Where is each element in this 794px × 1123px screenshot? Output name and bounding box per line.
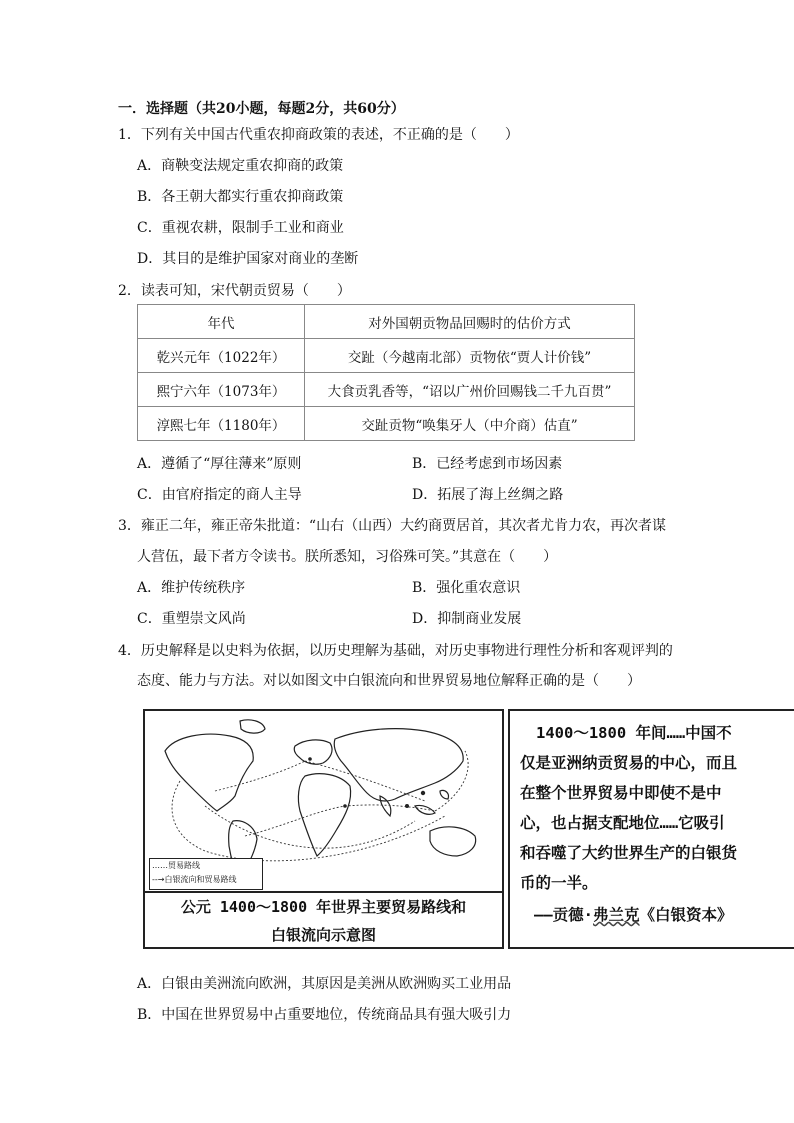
question-4-stem-line2: 态度、能力与方法。对以如图文中白银流向和世界贸易地位解释正确的是（ ） [137,673,641,689]
q2-option-d: D．拓展了海上丝绸之路 [412,487,564,503]
table-row [138,339,635,373]
table-cell: 淳熙七年（1180年） [138,407,305,441]
question-2-stem: 2．读表可知，宋代朝贡贸易（ ） [118,283,351,299]
table-cell: 熙宁六年（1073年） [138,373,305,407]
q4-option-b: B．中国在世界贸易中占重要地位，传统商品具有强大吸引力 [137,1007,512,1023]
quote-source-prefix: ——贡德· [534,906,593,924]
quote-line: 和吞噬了大约世界生产的白银货 [520,844,738,862]
table-cell: 交趾（今越南北部）贡物依“贾人计价钱” [305,339,635,373]
q2-table [137,304,635,441]
question-4-stem-line1: 4．历史解释是以史料为依据，以历史理解为基础，对历史事物进行理性分析和客观评判的 [118,643,673,659]
table-cell: 交趾贡物“唤集牙人（中介商）估直” [305,407,635,441]
q1-option-a: A．商鞅变法规定重农抑商的政策 [137,158,344,174]
legend-item-silver-flow: --→白银流向和贸易路线 [152,875,237,884]
quote-box [508,709,794,949]
q4-option-a: A．白银由美洲流向欧洲，其原因是美洲从欧洲购买工业用品 [137,976,512,992]
q1-option-b: B．各王朝大都实行重农抑商政策 [137,189,344,205]
quote-line: 心，也占据支配地位……它吸引 [520,814,725,832]
quote-line: 1400～1800 年间……中国不 [536,724,732,742]
map-caption [145,891,502,951]
quote-source-name: 弗兰克 [593,906,640,924]
table-header-cell: 年代 [138,305,305,339]
question-1-stem: 1．下列有关中国古代重农抑商政策的表述，不正确的是（ ） [118,127,519,143]
quote-source [534,903,733,925]
section-title: 一．选择题（共20小题，每题2分，共60分） [118,101,405,117]
question-3-stem-line2: 人营伍，最下者方令读书。朕所悉知，习俗殊可笑。”其意在（ ） [137,549,558,565]
table-header-row [138,305,635,339]
legend-item-trade-route: ……贸易路线 [152,861,200,870]
table-row [138,373,635,407]
quote-source-book: 《白银资本》 [639,906,733,924]
map-caption-line2: 白银流向示意图 [270,926,376,944]
world-map-box [143,709,504,949]
table-cell: 大食贡乳香等，“诏以广州价回赐钱二千九百贯” [305,373,635,407]
quote-line: 仅是亚洲纳贡贸易的中心，而且 [520,754,738,772]
q3-option-c: C．重塑崇文风尚 [137,611,246,627]
table-row [138,407,635,441]
quote-line: 在整个世界贸易中即使不是中 [520,784,722,802]
table-header-cell: 对外国朝贡物品回赐时的估价方式 [305,305,635,339]
q4-figure [143,709,794,952]
table-cell: 乾兴元年（1022年） [138,339,305,373]
q2-option-c: C．由官府指定的商人主导 [137,487,302,503]
q1-option-d: D．其目的是维护国家对商业的垄断 [137,251,359,267]
q2-option-a: A．遵循了“厚往薄来”原则 [137,456,302,472]
q1-option-c: C．重视农耕，限制手工业和商业 [137,220,344,236]
q3-option-a: A．维护传统秩序 [137,580,246,596]
map-legend [149,858,263,890]
map-caption-line1: 公元 1400～1800 年世界主要贸易路线和 [180,898,467,916]
q3-option-b: B．强化重农意识 [412,580,521,596]
q2-option-b: B．已经考虑到市场因素 [412,456,563,472]
quote-line: 币的一半。 [520,874,598,892]
question-3-stem-line1: 3．雍正二年，雍正帝朱批道：“山右（山西）大约商贾居首，其次者尤肯力农，再次者谋 [118,518,667,534]
q3-option-d: D．抑制商业发展 [412,611,522,627]
